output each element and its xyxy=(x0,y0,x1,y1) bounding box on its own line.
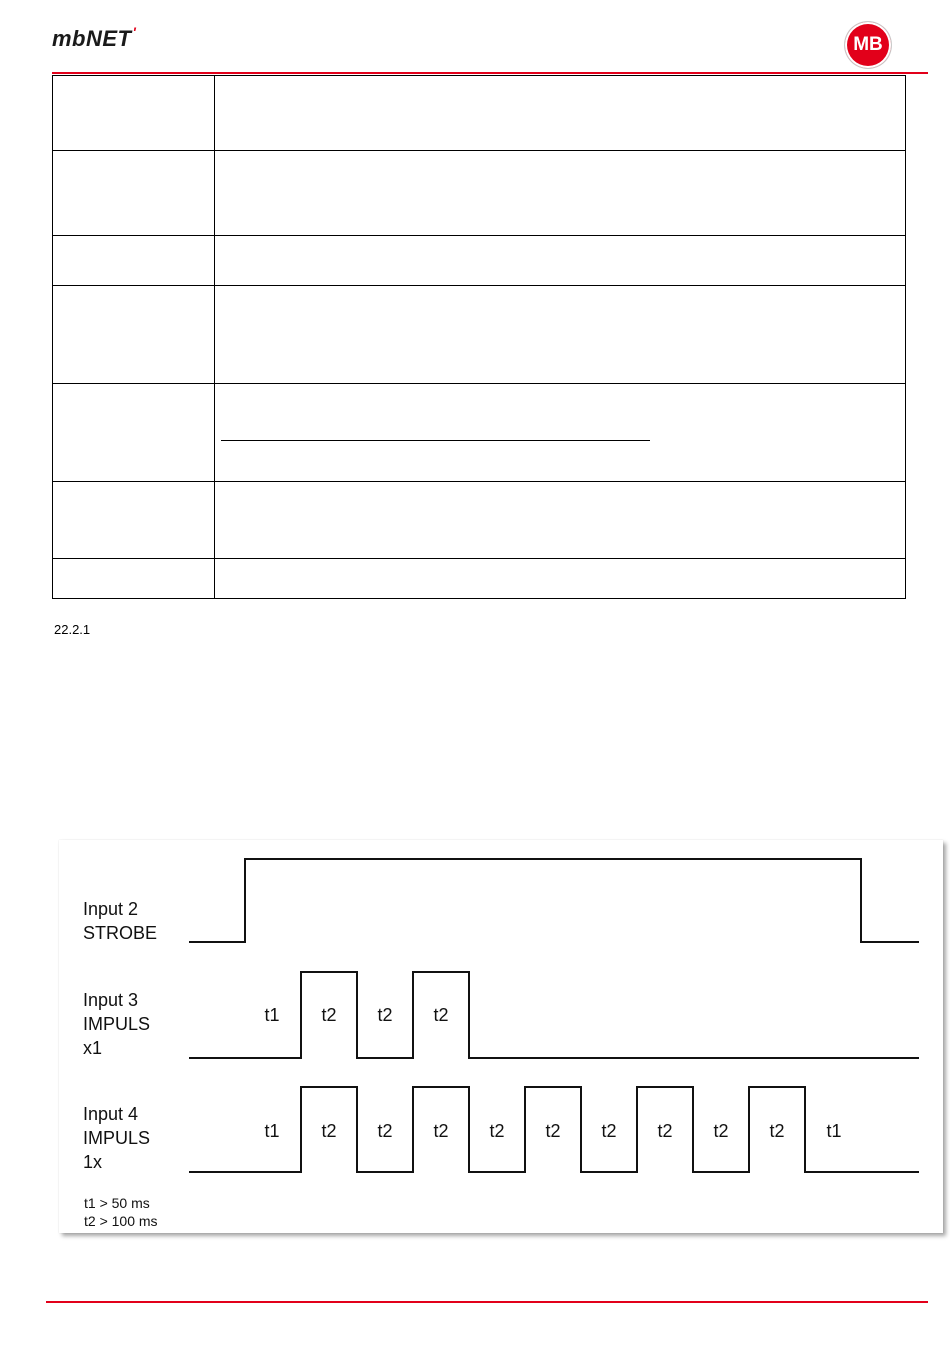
link-underline[interactable] xyxy=(221,440,650,441)
table-row xyxy=(53,559,906,599)
time-label: t2 xyxy=(657,1121,673,1141)
waveform-input-2 xyxy=(189,859,919,942)
time-label: t2 xyxy=(377,1005,393,1025)
table-row xyxy=(53,482,906,559)
mb-badge-icon: MB xyxy=(845,22,891,68)
waveform-input-3 xyxy=(189,972,919,1058)
time-label: t1 xyxy=(264,1005,280,1025)
time-label: t2 xyxy=(321,1005,337,1025)
time-label: t1 xyxy=(264,1121,280,1141)
header-rule xyxy=(52,72,928,74)
table-row xyxy=(53,76,906,151)
time-label: t2 xyxy=(433,1121,449,1141)
time-label: t2 xyxy=(433,1005,449,1025)
time-label: t2 xyxy=(489,1121,505,1141)
signal-label-input-2: Input 2 STROBE xyxy=(83,899,158,943)
time-label: t2 xyxy=(377,1121,393,1141)
table-row xyxy=(53,286,906,384)
table-row xyxy=(53,384,906,482)
time-label: t2 xyxy=(601,1121,617,1141)
timing-waveforms xyxy=(59,840,943,1233)
section-number: 22.2.1 xyxy=(54,622,91,637)
time-label: t2 xyxy=(713,1121,729,1141)
time-label: t2 xyxy=(545,1121,561,1141)
time-label: t2 xyxy=(321,1121,337,1141)
table-row xyxy=(53,236,906,286)
time-label: t2 xyxy=(769,1121,785,1141)
signal-label-input-3: Input 3 IMPULS x1 xyxy=(83,990,151,1058)
header-logo: mbNET' xyxy=(52,24,137,51)
footer-rule xyxy=(46,1301,928,1303)
timing-diagram xyxy=(59,840,943,1233)
timing-note: t1 > 50 ms t2 > 100 ms xyxy=(84,1195,158,1229)
parameter-table xyxy=(52,75,906,599)
signal-label-input-4: Input 4 IMPULS 1x xyxy=(83,1104,151,1172)
time-label: t1 xyxy=(826,1121,842,1141)
table-row xyxy=(53,151,906,236)
